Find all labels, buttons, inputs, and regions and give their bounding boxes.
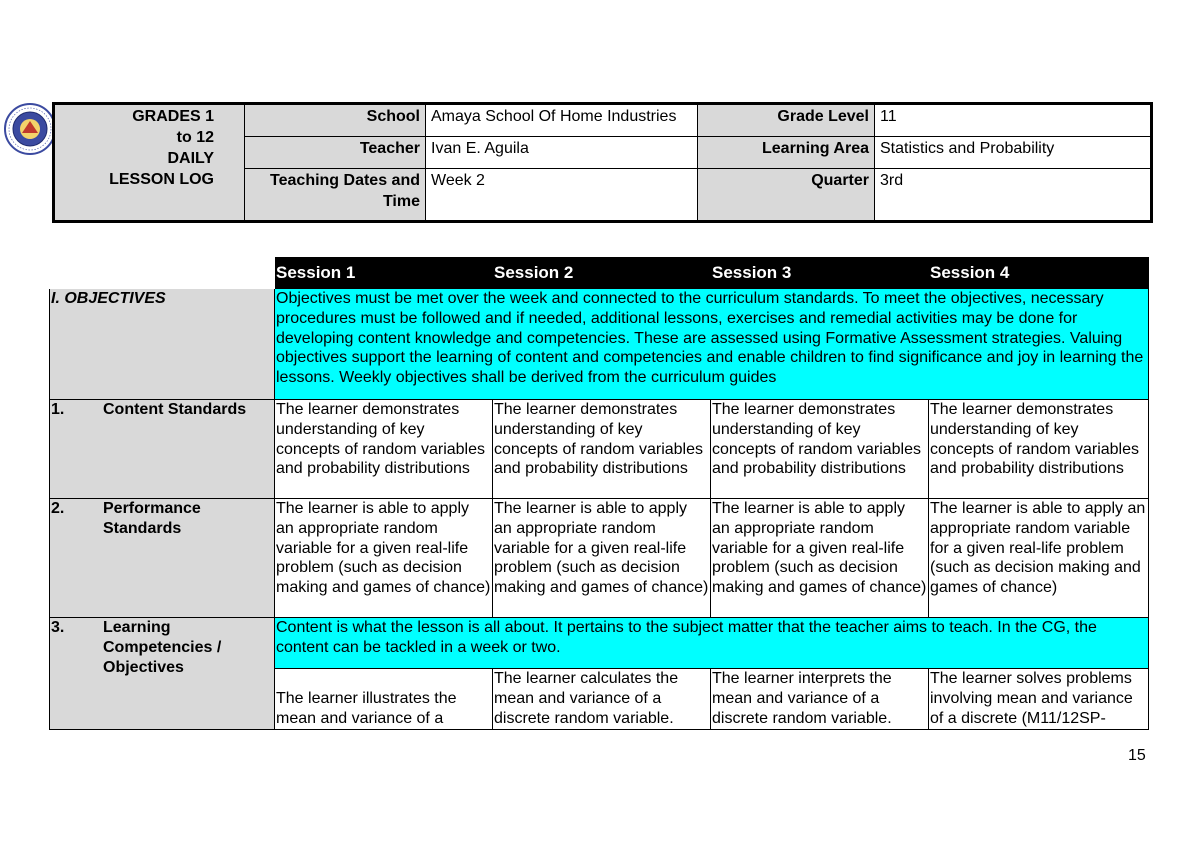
learning-competencies-text: Learning Competencies / Objectives bbox=[103, 619, 222, 676]
session-2-header: Session 2 bbox=[493, 258, 711, 289]
title-line-4: LESSON LOG bbox=[109, 171, 214, 188]
deped-seal-logo bbox=[0, 103, 60, 155]
content-standards-session-4: The learner demonstrates understanding of key concepts of random variables and probability distributions bbox=[929, 400, 1149, 499]
objectives-label: I. OBJECTIVES bbox=[50, 289, 275, 400]
school-label: School bbox=[245, 104, 426, 137]
objectives-text: Objectives must be met over the week and connected to the curriculum standards. To meet the objectives, necessary procedures must be followed and if needed, additional lessons, exercises and remedial activities may be done for developing content knowledge and competencies. These are assessed using Formative Assessment strategies. Valuing objectives support the learning of content and competencies and enable children to find significance and joy in learning the lessons. Weekly objectives shall be derived from the curriculum guides bbox=[275, 289, 1149, 400]
performance-standards-text: Performance Standards bbox=[103, 500, 201, 537]
title-line-2: to 12 bbox=[176, 129, 214, 146]
session-3-header: Session 3 bbox=[711, 258, 929, 289]
session-1-header: Session 1 bbox=[275, 258, 493, 289]
quarter-value: 3rd bbox=[875, 169, 1152, 222]
teaching-dates-label: Teaching Dates and Time bbox=[245, 169, 426, 222]
performance-standards-session-1: The learner is able to apply an appropriate random variable for a given real-life problem (such as decision making and games of chance) bbox=[275, 499, 493, 618]
lesson-log-table bbox=[49, 257, 1149, 730]
learning-competencies-note: Content is what the lesson is all about. It pertains to the subject matter that the teacher aims to teach. In the CG, the content can be tackled in a week or two. bbox=[275, 618, 1149, 669]
teaching-dates-value: Week 2 bbox=[426, 169, 698, 222]
performance-standards-label bbox=[50, 499, 275, 618]
page-number: 15 bbox=[1128, 747, 1146, 764]
grade-level-label: Grade Level bbox=[698, 104, 875, 137]
grade-level-value: 11 bbox=[875, 104, 1152, 137]
content-standards-session-3: The learner demonstrates understanding of key concepts of random variables and probability distributions bbox=[711, 400, 929, 499]
learning-area-label: Learning Area bbox=[698, 137, 875, 169]
performance-standards-session-3: The learner is able to apply an appropriate random variable for a given real-life problem (such as decision making and games of chance) bbox=[711, 499, 929, 618]
empty-corner-cell bbox=[50, 258, 275, 289]
teacher-value: Ivan E. Aguila bbox=[426, 137, 698, 169]
school-value: Amaya School Of Home Industries bbox=[426, 104, 698, 137]
title-line-1: GRADES 1 bbox=[132, 108, 214, 125]
performance-standards-session-4: The learner is able to apply an appropriate random variable for a given real-life problem (such as decision making and games of chance) bbox=[929, 499, 1149, 618]
lesson-log-title bbox=[54, 104, 245, 222]
teacher-label: Teacher bbox=[245, 137, 426, 169]
header-table bbox=[52, 102, 1153, 223]
learning-competencies-session-2: The learner calculates the mean and variance of a discrete random variable. bbox=[493, 669, 711, 730]
content-standards-session-1: The learner demonstrates understanding of key concepts of random variables and probability distributions bbox=[275, 400, 493, 499]
performance-standards-number: 2. bbox=[51, 500, 65, 517]
learning-competencies-session-3: The learner interprets the mean and variance of a discrete random variable. bbox=[711, 669, 929, 730]
title-line-3: DAILY bbox=[167, 150, 214, 167]
learning-area-value: Statistics and Probability bbox=[875, 137, 1152, 169]
content-standards-session-2: The learner demonstrates understanding of key concepts of random variables and probability distributions bbox=[493, 400, 711, 499]
learning-competencies-label bbox=[50, 618, 275, 730]
content-standards-label bbox=[50, 400, 275, 499]
performance-standards-session-2: The learner is able to apply an appropriate random variable for a given real-life problem (such as decision making and games of chance) bbox=[493, 499, 711, 618]
learning-competencies-number: 3. bbox=[51, 619, 65, 636]
session-4-header: Session 4 bbox=[929, 258, 1149, 289]
learning-competencies-session-4: The learner solves problems involving mean and variance of a discrete (M11/12SP- bbox=[929, 669, 1149, 730]
content-standards-number: 1. bbox=[51, 401, 65, 418]
quarter-label: Quarter bbox=[698, 169, 875, 222]
learning-competencies-session-1: The learner illustrates the mean and variance of a bbox=[275, 669, 493, 730]
content-standards-text: Content Standards bbox=[103, 401, 247, 418]
